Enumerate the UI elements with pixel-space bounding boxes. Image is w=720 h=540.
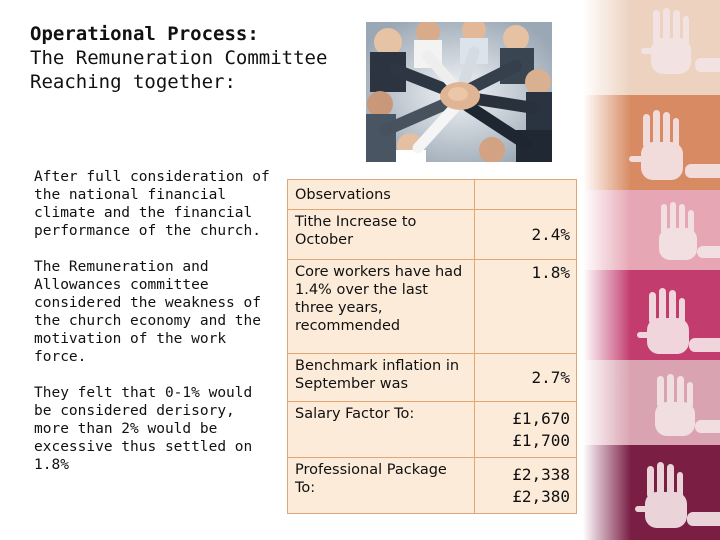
row-label: Core workers have had 1.4% over the last three years, recommended [288, 260, 475, 354]
row-label: Salary Factor To: [288, 402, 475, 458]
paragraph-committee: The Remuneration and Allowances committee considered the weakness of the church economy and the motivation of the work force. [34, 259, 261, 365]
row-label: Benchmark inflation in September was [288, 354, 475, 402]
table-header-row [288, 180, 577, 210]
row-label: Tithe Increase to October [288, 210, 475, 260]
row-value-pair [475, 458, 577, 514]
row-value-2: £2,380 [512, 486, 570, 506]
team-hands-photo [366, 22, 552, 162]
table-row [288, 210, 577, 260]
row-value: £1,670 [512, 408, 570, 428]
table-row [288, 458, 577, 514]
table-row [288, 354, 577, 402]
row-value-pair [475, 402, 577, 458]
row-value: £2,338 [512, 464, 570, 484]
paragraph-decision: They felt that 0-1% would be considered derisory, more than 2% would be excessive thus settled on 1.8% [34, 385, 253, 473]
row-label: Professional Package To: [288, 458, 475, 514]
row-value-2: £1,700 [512, 430, 570, 450]
row-value: 1.8% [475, 260, 577, 354]
row-value: 2.7% [475, 354, 577, 402]
row-value: 2.4% [475, 210, 577, 260]
observations-table [287, 179, 577, 514]
body-text [34, 168, 274, 492]
paragraph-consideration: After full consideration of the national financial climate and the financial performance of the church. [34, 169, 270, 239]
table-header: Observations [288, 180, 475, 210]
title-line-1: Operational Process: [30, 23, 259, 45]
table-header-empty [475, 180, 577, 210]
table-row [288, 260, 577, 354]
table-row [288, 402, 577, 458]
raised-hands-side-panel [583, 0, 720, 540]
title-line-3: Reaching together: [30, 71, 236, 93]
slide-title [30, 22, 370, 94]
title-line-2: The Remuneration Committee [30, 47, 328, 69]
